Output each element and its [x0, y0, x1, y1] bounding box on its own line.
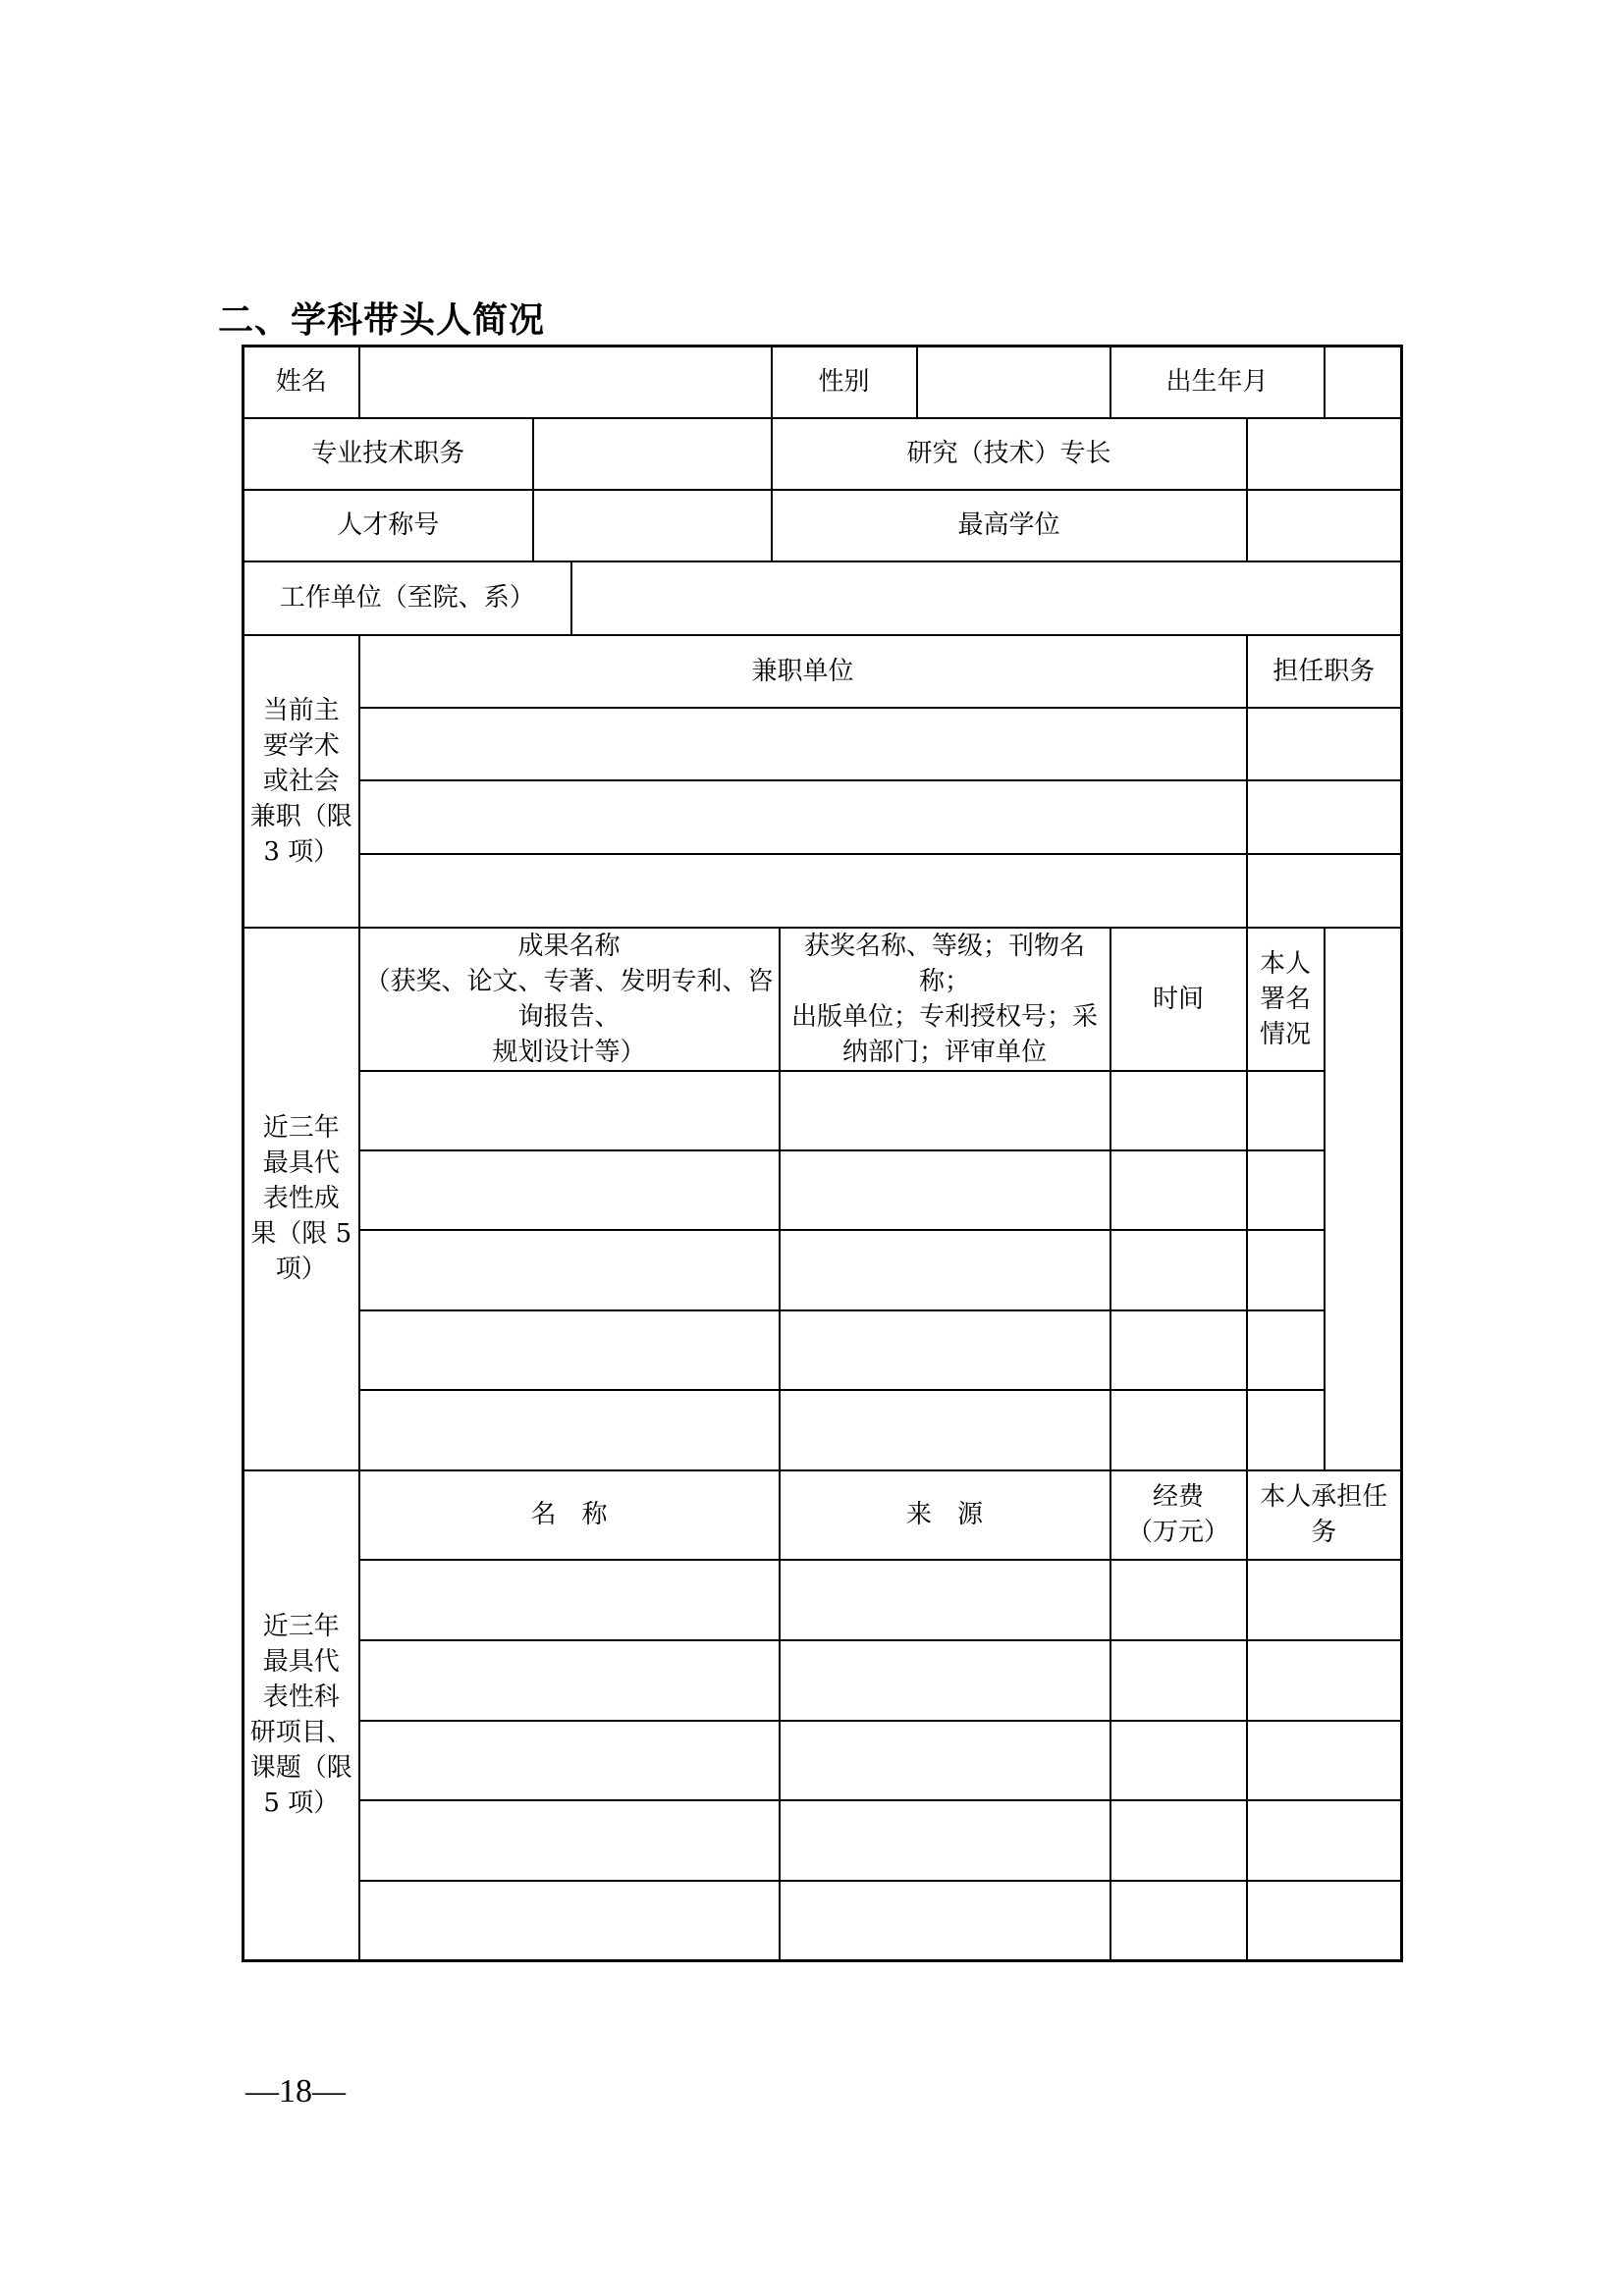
parttime-position-field[interactable]	[1247, 780, 1402, 854]
achievement-name-header: 成果名称 （获奖、论文、专著、发明专利、咨询报告、 规划设计等）	[359, 928, 780, 1071]
project-row	[244, 1721, 1402, 1800]
project-name-field[interactable]	[359, 1640, 780, 1721]
project-name-field[interactable]	[359, 1721, 780, 1800]
parttime-unit-header: 兼职单位	[359, 635, 1247, 708]
project-source-field[interactable]	[780, 1800, 1110, 1881]
achievement-name-field[interactable]	[359, 1390, 780, 1470]
project-task-field[interactable]	[1247, 1640, 1402, 1721]
parttime-row	[244, 854, 1402, 928]
parttime-position-header: 担任职务	[1247, 635, 1402, 708]
project-task-field[interactable]	[1247, 1721, 1402, 1800]
achievements-header-row	[244, 928, 1402, 1071]
achievement-name-field[interactable]	[359, 1071, 780, 1150]
achievement-signature-field[interactable]	[1247, 1150, 1325, 1230]
achievement-signature-field[interactable]	[1247, 1230, 1325, 1310]
achievement-name-field[interactable]	[359, 1150, 780, 1230]
achievement-signature-field[interactable]	[1247, 1390, 1325, 1470]
parttime-row	[244, 708, 1402, 780]
parttime-header-row	[244, 635, 1402, 708]
parttime-unit-field[interactable]	[359, 854, 1247, 928]
achievements-row-label: 近三年 最具代 表性成 果（限 5 项）	[244, 928, 359, 1470]
project-task-field[interactable]	[1247, 1800, 1402, 1881]
unit-field[interactable]	[571, 561, 1402, 635]
achievement-row	[244, 1150, 1402, 1230]
achievement-award-field[interactable]	[780, 1150, 1110, 1230]
parttime-position-field[interactable]	[1247, 854, 1402, 928]
project-row	[244, 1881, 1402, 1961]
specialty-label: 研究（技术）专长	[772, 418, 1247, 490]
project-task-field[interactable]	[1247, 1881, 1402, 1961]
project-source-field[interactable]	[780, 1640, 1110, 1721]
parttime-unit-field[interactable]	[359, 780, 1247, 854]
project-funds-field[interactable]	[1110, 1640, 1247, 1721]
projects-header-row	[244, 1470, 1402, 1560]
project-name-header: 名 称	[359, 1470, 780, 1560]
projects-row-label: 近三年 最具代 表性科 研项目、 课题（限 5 项）	[244, 1470, 359, 1961]
parttime-row-label: 当前主 要学术 或社会 兼职（限 3 项）	[244, 635, 359, 928]
achievement-award-field[interactable]	[780, 1310, 1110, 1390]
project-name-field[interactable]	[359, 1800, 780, 1881]
project-source-field[interactable]	[780, 1721, 1110, 1800]
specialty-field[interactable]	[1247, 418, 1402, 490]
parttime-row	[244, 780, 1402, 854]
basic-row-4	[244, 561, 1402, 635]
achievement-row	[244, 1230, 1402, 1310]
achievement-time-field[interactable]	[1110, 1071, 1247, 1150]
project-name-field[interactable]	[359, 1560, 780, 1640]
achievement-name-field[interactable]	[359, 1310, 780, 1390]
project-source-field[interactable]	[780, 1560, 1110, 1640]
achievement-name-field[interactable]	[359, 1230, 780, 1310]
project-task-field[interactable]	[1247, 1560, 1402, 1640]
achievement-award-field[interactable]	[780, 1071, 1110, 1150]
name-label: 姓名	[244, 347, 359, 418]
gender-label: 性别	[772, 347, 917, 418]
achievement-award-field[interactable]	[780, 1230, 1110, 1310]
talent-field[interactable]	[533, 490, 772, 561]
degree-field[interactable]	[1247, 490, 1402, 561]
unit-label: 工作单位（至院、系）	[244, 561, 571, 635]
project-funds-field[interactable]	[1110, 1881, 1247, 1961]
achievement-signature-field[interactable]	[1247, 1310, 1325, 1390]
birth-field[interactable]	[1325, 347, 1402, 418]
birth-label: 出生年月	[1110, 347, 1325, 418]
achievement-time-field[interactable]	[1110, 1390, 1247, 1470]
project-source-field[interactable]	[780, 1881, 1110, 1961]
basic-row-1	[244, 347, 1402, 418]
talent-label: 人才称号	[244, 490, 533, 561]
degree-label: 最高学位	[772, 490, 1247, 561]
project-funds-field[interactable]	[1110, 1560, 1247, 1640]
gender-field[interactable]	[917, 347, 1110, 418]
basic-row-3	[244, 490, 1402, 561]
project-row	[244, 1640, 1402, 1721]
achievement-time-field[interactable]	[1110, 1310, 1247, 1390]
achievement-row	[244, 1071, 1402, 1150]
achievement-award-header: 获奖名称、等级；刊物名称； 出版单位；专利授权号；采 纳部门；评审单位	[780, 928, 1110, 1071]
achievement-signature-field[interactable]	[1247, 1071, 1325, 1150]
title-label: 专业技术职务	[244, 418, 533, 490]
achievement-time-field[interactable]	[1110, 1230, 1247, 1310]
achievement-row	[244, 1390, 1402, 1470]
project-task-header: 本人承担任 务	[1247, 1470, 1402, 1560]
project-funds-field[interactable]	[1110, 1721, 1247, 1800]
leader-profile-form	[242, 345, 1403, 1962]
project-funds-header: 经费 （万元）	[1110, 1470, 1247, 1560]
project-source-header: 来 源	[780, 1470, 1110, 1560]
achievement-row	[244, 1310, 1402, 1390]
name-field[interactable]	[359, 347, 772, 418]
project-row	[244, 1560, 1402, 1640]
basic-row-2	[244, 418, 1402, 490]
page-number: —18—	[245, 2073, 346, 2109]
project-name-field[interactable]	[359, 1881, 780, 1961]
parttime-unit-field[interactable]	[359, 708, 1247, 780]
project-funds-field[interactable]	[1110, 1800, 1247, 1881]
title-field[interactable]	[533, 418, 772, 490]
achievement-award-field[interactable]	[780, 1390, 1110, 1470]
project-row	[244, 1800, 1402, 1881]
achievement-time-header: 时间	[1110, 928, 1247, 1071]
achievement-signature-header: 本人 署名 情况	[1247, 928, 1325, 1071]
section-title: 二、学科带头人简况	[218, 300, 546, 341]
parttime-position-field[interactable]	[1247, 708, 1402, 780]
achievement-time-field[interactable]	[1110, 1150, 1247, 1230]
